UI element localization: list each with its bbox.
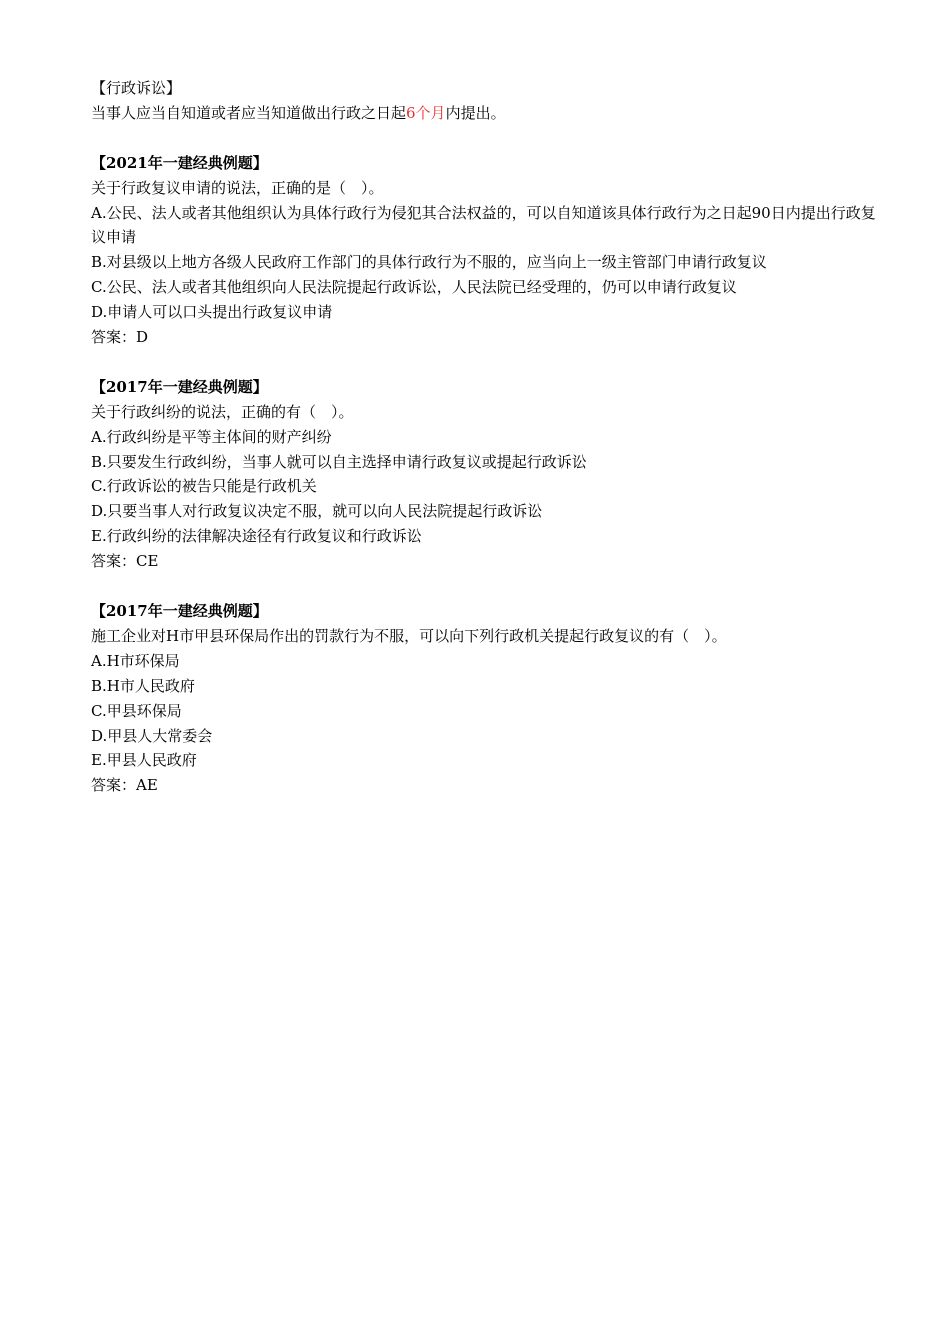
answer: 答案：D bbox=[91, 328, 149, 347]
intro-text bbox=[91, 101, 881, 126]
question-stem: 关于行政复议申请的说法，正确的是（ ）。 bbox=[91, 178, 384, 197]
document-page bbox=[91, 76, 881, 798]
question-stem: 施工企业对H市甲县环保局作出的罚款行为不服，可以向下列行政机关提起行政复议的有（ ）。 bbox=[91, 626, 727, 645]
spacer bbox=[91, 126, 881, 151]
option-e: E.甲县人民政府 bbox=[91, 751, 197, 770]
option-d: D.只要当事人对行政复议决定不服，就可以向人民法院提起行政诉讼 bbox=[91, 502, 543, 521]
option-b: B.H市人民政府 bbox=[91, 676, 195, 695]
option-c: C.甲县环保局 bbox=[91, 701, 182, 720]
question-block-3 bbox=[91, 599, 881, 798]
spacer bbox=[91, 574, 881, 599]
question-block-2 bbox=[91, 375, 881, 574]
option-d: D.申请人可以口头提出行政复议申请 bbox=[91, 303, 333, 322]
option-d: D.甲县人大常委会 bbox=[91, 726, 213, 745]
intro-heading: 【行政诉讼】 bbox=[91, 79, 182, 97]
intro-text-after: 内提出。 bbox=[445, 103, 506, 122]
intro-highlight: 6个月 bbox=[406, 103, 446, 122]
option-a: A.公民、法人或者其他组织认为具体行政行为侵犯其合法权益的，可以自知道该具体行政行为之日起90日内提出行政复议申请 bbox=[91, 203, 876, 247]
answer: 答案：AE bbox=[91, 776, 158, 795]
question-title: 【2021年一建经典例题】 bbox=[91, 153, 268, 172]
option-a: A.行政纠纷是平等主体间的财产纠纷 bbox=[91, 427, 332, 446]
intro-text-before: 当事人应当自知道或者应当知道做出行政之日起 bbox=[91, 103, 407, 122]
question-title: 【2017年一建经典例题】 bbox=[91, 601, 268, 620]
question-stem: 关于行政纠纷的说法，正确的有（ ）。 bbox=[91, 402, 354, 421]
option-b: B.只要发生行政纠纷，当事人就可以自主选择申请行政复议或提起行政诉讼 bbox=[91, 452, 587, 471]
spacer bbox=[91, 350, 881, 375]
option-e: E.行政纠纷的法律解决途径有行政复议和行政诉讼 bbox=[91, 527, 422, 546]
answer: 答案：CE bbox=[91, 552, 159, 571]
option-a: A.H市环保局 bbox=[91, 651, 180, 670]
option-c: C.行政诉讼的被告只能是行政机关 bbox=[91, 477, 317, 496]
question-title: 【2017年一建经典例题】 bbox=[91, 377, 268, 396]
option-c: C.公民、法人或者其他组织向人民法院提起行政诉讼，人民法院已经受理的，仍可以申请行政复议 bbox=[91, 278, 737, 297]
option-b: B.对县级以上地方各级人民政府工作部门的具体行政行为不服的，应当向上一级主管部门申请行政复议 bbox=[91, 253, 767, 272]
question-block-1 bbox=[91, 151, 881, 350]
